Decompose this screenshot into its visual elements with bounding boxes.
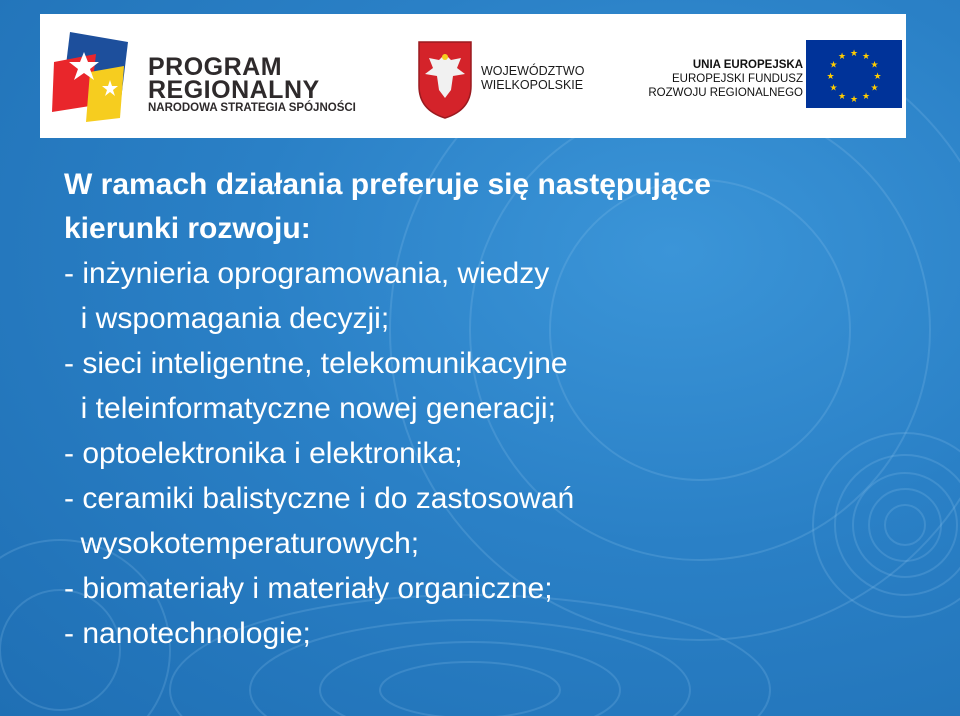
- list-item: - sieci inteligentne, telekomunikacyjne: [64, 347, 568, 380]
- logo-banner: [40, 14, 906, 138]
- svg-text:★: ★: [829, 83, 838, 94]
- list-item: i teleinformatyczne nowej generacji;: [64, 392, 556, 425]
- list-item: - ceramiki balistyczne i do zastosowań: [64, 482, 575, 515]
- eu-line1: UNIA EUROPEJSKA: [692, 59, 803, 71]
- program-subtitle: NARODOWA STRATEGIA SPÓJNOŚCI: [148, 102, 356, 114]
- program-regionalny-logo: [50, 14, 390, 138]
- svg-text:★: ★: [826, 72, 835, 82]
- voivodeship-logo: [415, 14, 590, 138]
- slide-heading-line1: W ramach działania preferuje się następujące: [64, 168, 711, 201]
- program-title-line1: PROGRAM: [148, 53, 283, 81]
- svg-text:★: ★: [873, 72, 882, 82]
- list-item: i wspomagania decyzji;: [64, 302, 390, 335]
- slide-heading-line2: kierunki rozwoju:: [64, 212, 311, 245]
- svg-text:★: ★: [861, 52, 871, 62]
- svg-text:★: ★: [849, 95, 859, 105]
- list-item: - biomateriały i materiały organiczne;: [64, 572, 553, 605]
- svg-text:★: ★: [870, 83, 879, 94]
- svg-text:★: ★: [829, 60, 838, 71]
- slide-heading: [64, 163, 924, 251]
- svg-text:★: ★: [861, 92, 871, 102]
- list-item: wysokotemperaturowych;: [64, 527, 420, 560]
- eu-line3: ROZWOJU REGIONALNEGO: [648, 87, 803, 99]
- eu-flag-icon: [806, 40, 902, 108]
- list-item: - nanotechnologie;: [64, 617, 311, 650]
- program-title: [148, 53, 320, 104]
- svg-text:★: ★: [837, 92, 847, 102]
- voivodeship-text: [481, 64, 584, 92]
- svg-text:★: ★: [837, 52, 847, 62]
- list-item: - optoelektronika i elektronika;: [64, 437, 463, 470]
- eu-line2: EUROPEJSKI FUNDUSZ: [672, 73, 803, 85]
- program-emblem-icon: [50, 22, 140, 132]
- voivodeship-line2: WIELKOPOLSKIE: [481, 78, 584, 92]
- svg-text:★: ★: [870, 60, 879, 71]
- voivodeship-line1: WOJEWÓDZTWO: [481, 64, 585, 78]
- program-title-line2: REGIONALNY: [148, 76, 320, 104]
- slide-content: [64, 163, 924, 656]
- list-item: - inżynieria oprogramowania, wiedzy: [64, 257, 550, 290]
- eagle-coat-of-arms-icon: [417, 40, 473, 120]
- eu-logo: [635, 14, 903, 138]
- development-directions-list: [64, 251, 924, 656]
- eu-text: [635, 58, 803, 100]
- svg-text:★: ★: [849, 49, 859, 59]
